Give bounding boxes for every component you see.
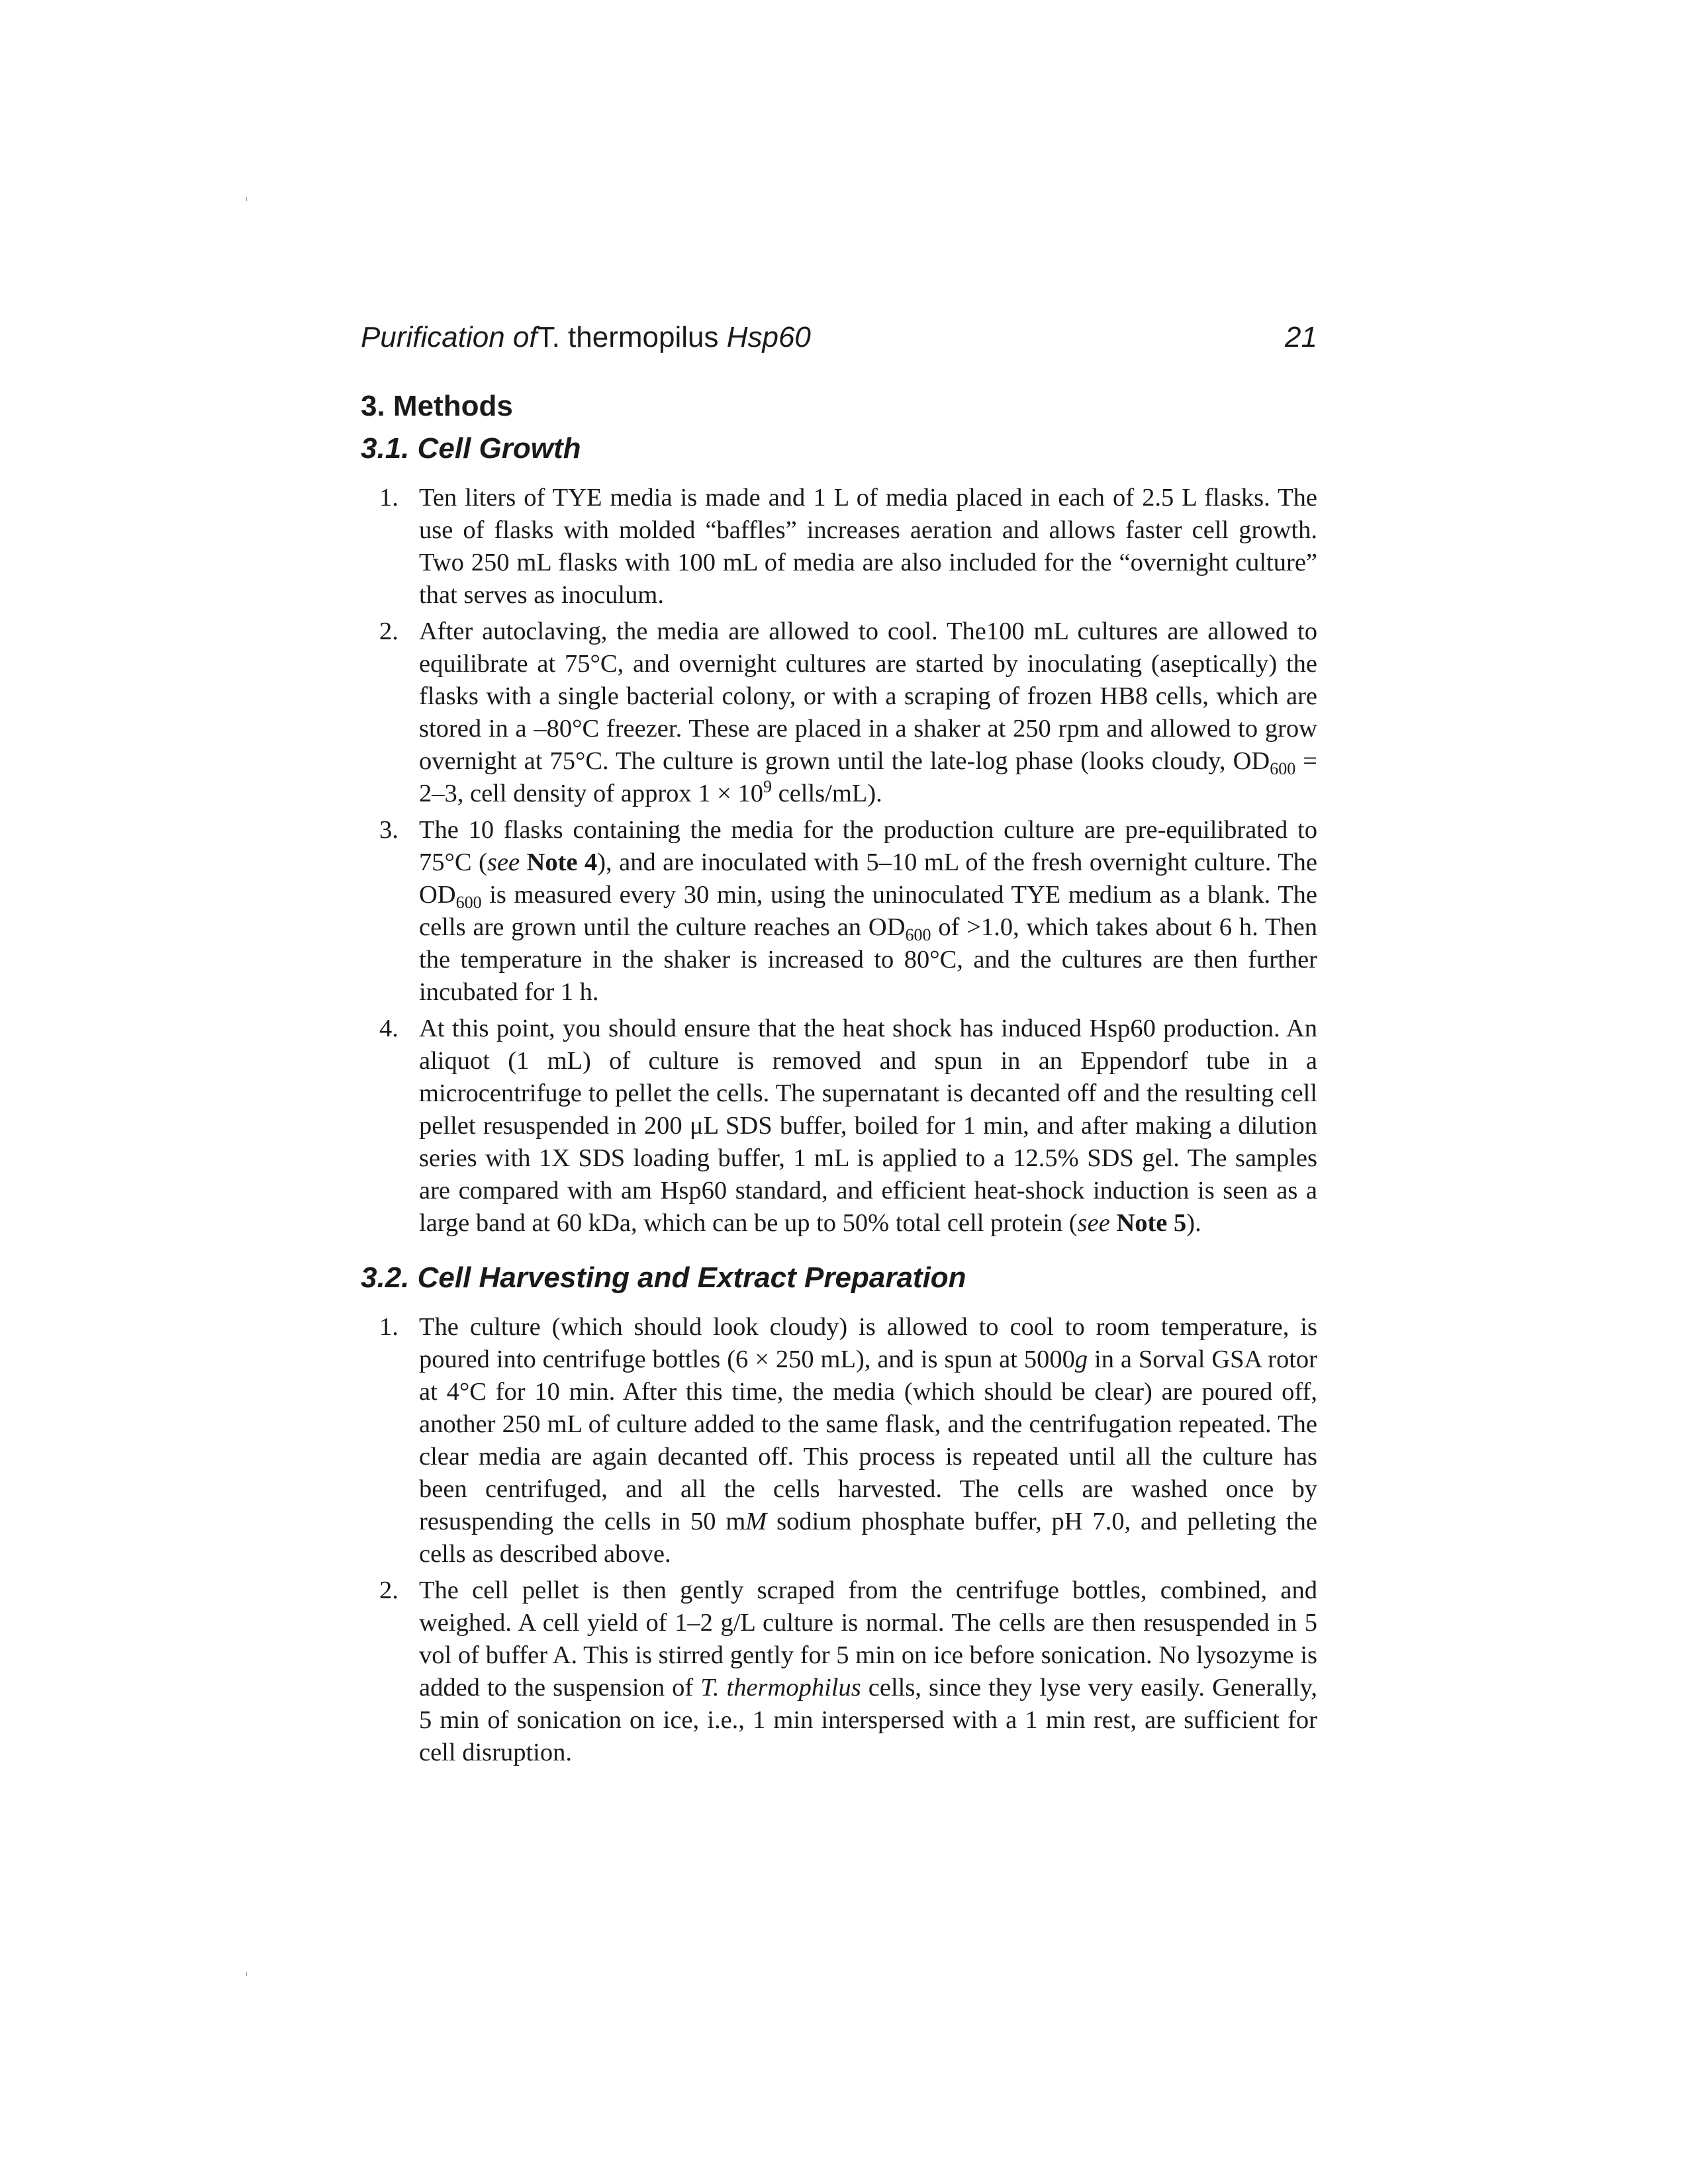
list-item: 4. At this point, you should ensure that the heat shock has induced Hsp60 production. An aliquot (1 mL) of culture is removed and spun in an Eppendorf tube in a microcentrifuge to pellet the cells. The supernatant is decanted off and the resulting cell pellet resuspended in 200 μL SDS buffer, boiled for 1 min, and after making a dilution series with 1X SDS loading buffer, 1 mL is applied to a 12.5% SDS gel. The samples are compared with am Hsp60 standard, and efficient heat-shock induction is seen as a large band at 60 kDa, which can be up to 50% total cell protein (see Note 5). — [379, 1015, 1317, 1237]
running-head-title: Purification ofT. thermopilus Hsp60 — [361, 321, 811, 353]
running-head — [361, 318, 1317, 357]
cell-harvesting-steps — [361, 1311, 1317, 1769]
scan-mark-top — [246, 197, 247, 201]
subsection-heading-cell-harvesting: 3.2. Cell Harvesting and Extract Preparation — [361, 1261, 966, 1294]
list-item: 1. Ten liters of TYE media is made and 1 L of media placed in each of 2.5 L flasks. The use of flasks with molded “baffles” increases aeration and allows faster cell growth. Two 250 mL flasks with 100 mL of media are also included for the “overnight culture” that serves as inoculum. — [379, 484, 1317, 609]
page-number: 21 — [1285, 321, 1317, 353]
cell-growth-steps — [361, 482, 1317, 1240]
note-reference: Note 5 — [1116, 1209, 1187, 1237]
list-item: 2. After autoclaving, the media are allowed to cool. The100 mL cultures are allowed to equilibrate at 75°C, and overnight cultures are started by inoculating (aseptically) the flasks with a single bacterial colony, or with a scraping of frozen HB8 cells, which are stored in a –80°C freezer. These are placed in a shaker at 250 rpm and allowed to grow overnight at 75°C. The culture is grown until the late-log phase (looks cloudy, $OD_{600} = 2-3$, cell density of approx $1 \times 10^9$ cells/mL). — [379, 617, 1318, 807]
note-reference: Note 4 — [526, 848, 598, 876]
subsection-heading-cell-growth: 3.1. Cell Growth — [361, 432, 581, 465]
page-content — [361, 318, 1317, 1773]
section-heading-methods: 3. Methods — [361, 390, 513, 422]
list-item: 3. The 10 flasks containing the media for the production culture are pre-equilibrated to 75°C (see Note 4), and are inoculated with 5–10 mL of the fresh overnight culture. The $OD_{600}$ is measured every 30 min, using the uninoculated TYE medium as a blank. The cells are grown until the culture reaches an $OD_{600}$ of >1.0, which takes about 6 h. Then the temperature in the shaker is increased to 80°C, and the cultures are then further incubated for 1 h. — [379, 816, 1317, 1006]
list-item: 1. The culture (which should look cloudy) is allowed to cool to room temperature, is poured into centrifuge bottles (6 × 250 mL), and is spun at 5000g in a Sorval GSA rotor at 4°C for 10 min. After this time, the media (which should be clear) are poured off, another 250 mL of culture added to the same flask, and the centrifugation repeated. The clear media are again decanted off. This process is repeated until all the culture has been centrifuged, and all the cells harvested. The cells are washed once by resuspending the cells in 50 mM sodium phosphate buffer, pH 7.0, and pelleting the cells as described above. — [379, 1313, 1317, 1568]
list-item: 2. The cell pellet is then gently scraped from the centrifuge bottles, combined, and weighed. A cell yield of 1–2 g/L culture is normal. The cells are then resuspended in 5 vol of buffer A. This is stirred gently for 5 min on ice before sonication. No lysozyme is added to the suspension of T. thermophilus cells, since they lyse very easily. Generally, 5 min of sonication on ice, i.e., 1 min interspersed with a 1 min rest, are sufficient for cell disruption. — [379, 1576, 1317, 1766]
scan-mark-bottom — [246, 1972, 247, 1976]
